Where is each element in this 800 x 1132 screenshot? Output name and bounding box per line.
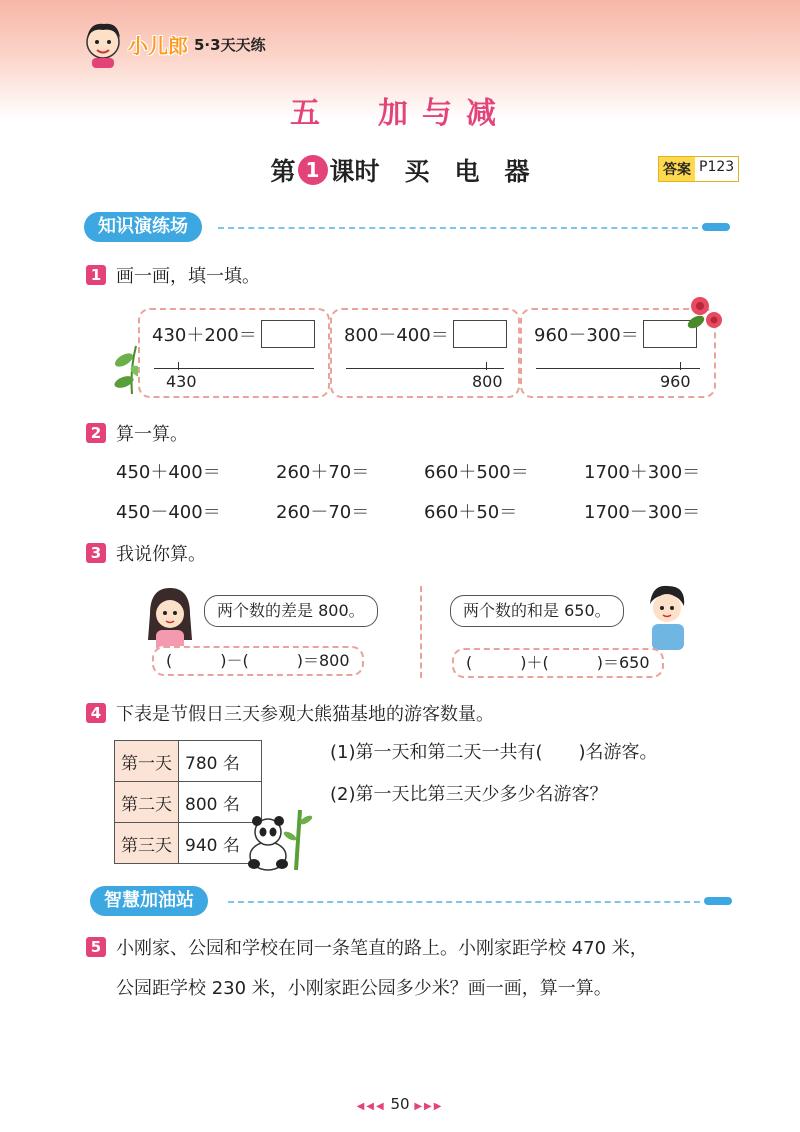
calc-item: 660＋500＝	[424, 462, 529, 483]
calc-item: 1700－300＝	[584, 502, 701, 523]
number-line-tick	[178, 362, 179, 370]
q4-subquestion-2: (2)第一天比第三天少多少名游客？	[330, 784, 608, 805]
pen-icon	[704, 897, 732, 905]
q4-subquestion-1: (1)第一天和第二天一共有( )名游客。	[330, 742, 658, 763]
answer-label: 答案	[659, 157, 695, 181]
lesson-prefix: 第	[270, 157, 296, 186]
visitor-table	[114, 740, 262, 864]
question-text: 下表是节假日三天参观大熊猫基地的游客数量。	[116, 704, 494, 725]
question-number: 2	[86, 423, 106, 443]
table-row	[115, 823, 262, 864]
question-text-continued: 公园距学校 230 米，小刚家距公园多少米？画一画，算一算。	[116, 978, 612, 999]
answer-box[interactable]	[453, 320, 507, 348]
table-cell-day: 第二天	[115, 782, 179, 823]
brand-logo	[80, 22, 266, 66]
number-line-label: 430	[166, 372, 197, 391]
question-number: 1	[86, 265, 106, 285]
lesson-number-badge: 1	[298, 155, 328, 185]
calc-item: 450－400＝	[116, 502, 221, 523]
table-cell-day: 第一天	[115, 741, 179, 782]
table-cell-day: 第三天	[115, 823, 179, 864]
q1-expression: 430＋200＝	[152, 325, 257, 346]
brand-series: 5·3天天练	[194, 35, 266, 54]
boy-character-icon	[636, 580, 698, 652]
section-divider	[228, 901, 700, 903]
number-line-label: 800	[472, 372, 503, 391]
table-cell-count: 780 名	[179, 741, 262, 782]
question-text: 小刚家、公园和学校在同一条笔直的路上。小刚家距学校 470 米，	[116, 938, 648, 959]
q1-expression: 960－300＝	[534, 325, 639, 346]
page-number	[0, 1095, 800, 1113]
q1-item-box	[138, 308, 330, 398]
table-cell-count: 940 名	[179, 823, 262, 864]
number-line-label: 960	[660, 372, 691, 391]
difference-equation[interactable]: ( )－( )＝800	[152, 646, 364, 676]
answer-box[interactable]	[261, 320, 315, 348]
section-practice-banner: 知识演练场	[84, 212, 202, 242]
table-row	[115, 782, 262, 823]
question-text: 我说你算。	[116, 544, 206, 565]
right-arrows-icon: ▶▶▶	[414, 1101, 444, 1112]
sum-equation[interactable]: ( )＋( )＝650	[452, 648, 664, 678]
question-text: 画一画，填一填。	[116, 266, 260, 287]
q1-item-box	[330, 308, 520, 398]
answer-reference	[658, 156, 739, 182]
speech-bubble-sum: 两个数的和是 650。	[450, 595, 624, 627]
number-line-tick	[680, 362, 681, 370]
lesson-title: 课时 买 电 器	[329, 157, 530, 186]
calc-item: 660＋50＝	[424, 502, 518, 523]
section-wisdom-banner: 智慧加油站	[90, 886, 208, 916]
unit-title: 五 加与减	[290, 96, 510, 131]
table-row	[115, 741, 262, 782]
column-divider	[420, 586, 422, 678]
question-number: 5	[86, 937, 106, 957]
page-number-text: 50	[390, 1095, 410, 1113]
q1-expression: 800－400＝	[344, 325, 449, 346]
boy-mascot-icon	[80, 16, 126, 70]
question-1-prompt	[86, 262, 260, 288]
panda-bamboo-icon	[244, 806, 312, 872]
answer-page: P123	[695, 157, 738, 181]
question-5-prompt	[86, 934, 648, 960]
brand-name: 小儿郎	[128, 33, 188, 58]
question-number: 4	[86, 703, 106, 723]
rose-decoration-icon	[680, 292, 728, 336]
pen-icon	[702, 223, 730, 231]
question-4-prompt	[86, 700, 494, 726]
section-divider	[218, 227, 698, 229]
number-line	[536, 368, 700, 369]
table-cell-count: 800 名	[179, 782, 262, 823]
girl-character-icon	[140, 584, 200, 654]
left-arrows-icon: ◀◀◀	[356, 1101, 386, 1112]
question-3-prompt	[86, 540, 206, 566]
question-text: 算一算。	[116, 424, 188, 445]
question-2-prompt	[86, 420, 188, 446]
number-line	[346, 368, 504, 369]
speech-bubble-difference: 两个数的差是 800。	[204, 595, 378, 627]
calc-item: 1700＋300＝	[584, 462, 701, 483]
calc-item: 260－70＝	[276, 502, 370, 523]
question-number: 3	[86, 543, 106, 563]
calc-item: 450＋400＝	[116, 462, 221, 483]
number-line-tick	[486, 362, 487, 370]
calc-item: 260＋70＝	[276, 462, 370, 483]
